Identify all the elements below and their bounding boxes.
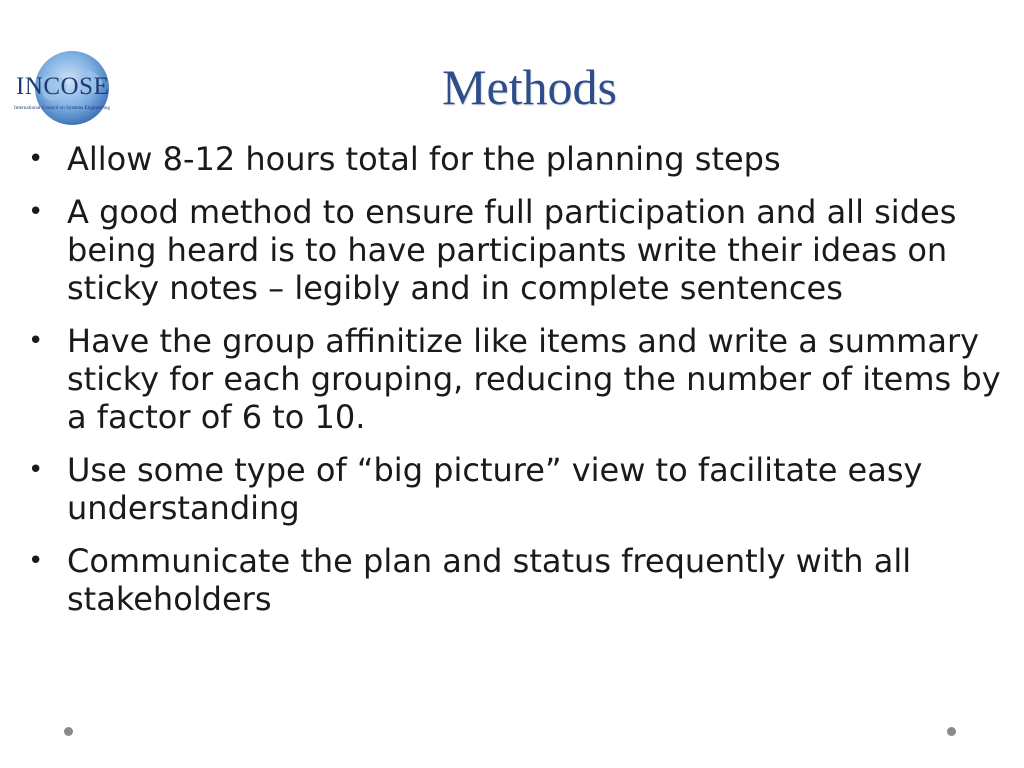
incose-logo	[10, 50, 134, 130]
bullet-item	[25, 542, 1010, 618]
bottom-left-dot-icon	[64, 727, 73, 736]
bullet-icon: •	[28, 144, 44, 174]
bullet-icon: •	[28, 197, 44, 227]
bullet-icon: •	[28, 546, 44, 576]
bottom-right-dot-icon	[947, 727, 956, 736]
bullet-text: Communicate the plan and status frequently with all stakeholders	[67, 542, 912, 618]
bullet-text: A good method to ensure full participation and all sides being heard is to have participants write their ideas on sticky notes – legibly and in complete sentences	[67, 193, 957, 307]
bullet-text: Allow 8-12 hours total for the planning steps	[67, 140, 781, 178]
bullet-text: Use some type of “big picture” view to facilitate easy understanding	[67, 451, 923, 527]
bullet-item	[25, 322, 1010, 436]
bullet-item	[25, 140, 1010, 178]
bullet-text: Have the group affinitize like items and write a summary sticky for each grouping, reducing the number of items by a factor of 6 to 10.	[67, 322, 1001, 436]
bullet-list	[25, 140, 1010, 633]
bullet-item	[25, 451, 1010, 527]
slide-title: Methods	[442, 59, 617, 115]
bullet-item	[25, 193, 1010, 307]
bullet-icon: •	[28, 326, 44, 356]
bullet-icon: •	[28, 455, 44, 485]
logo-subtitle: International Council on Systems Engineering	[14, 105, 110, 111]
logo-wordmark: INCOSE	[16, 73, 110, 100]
